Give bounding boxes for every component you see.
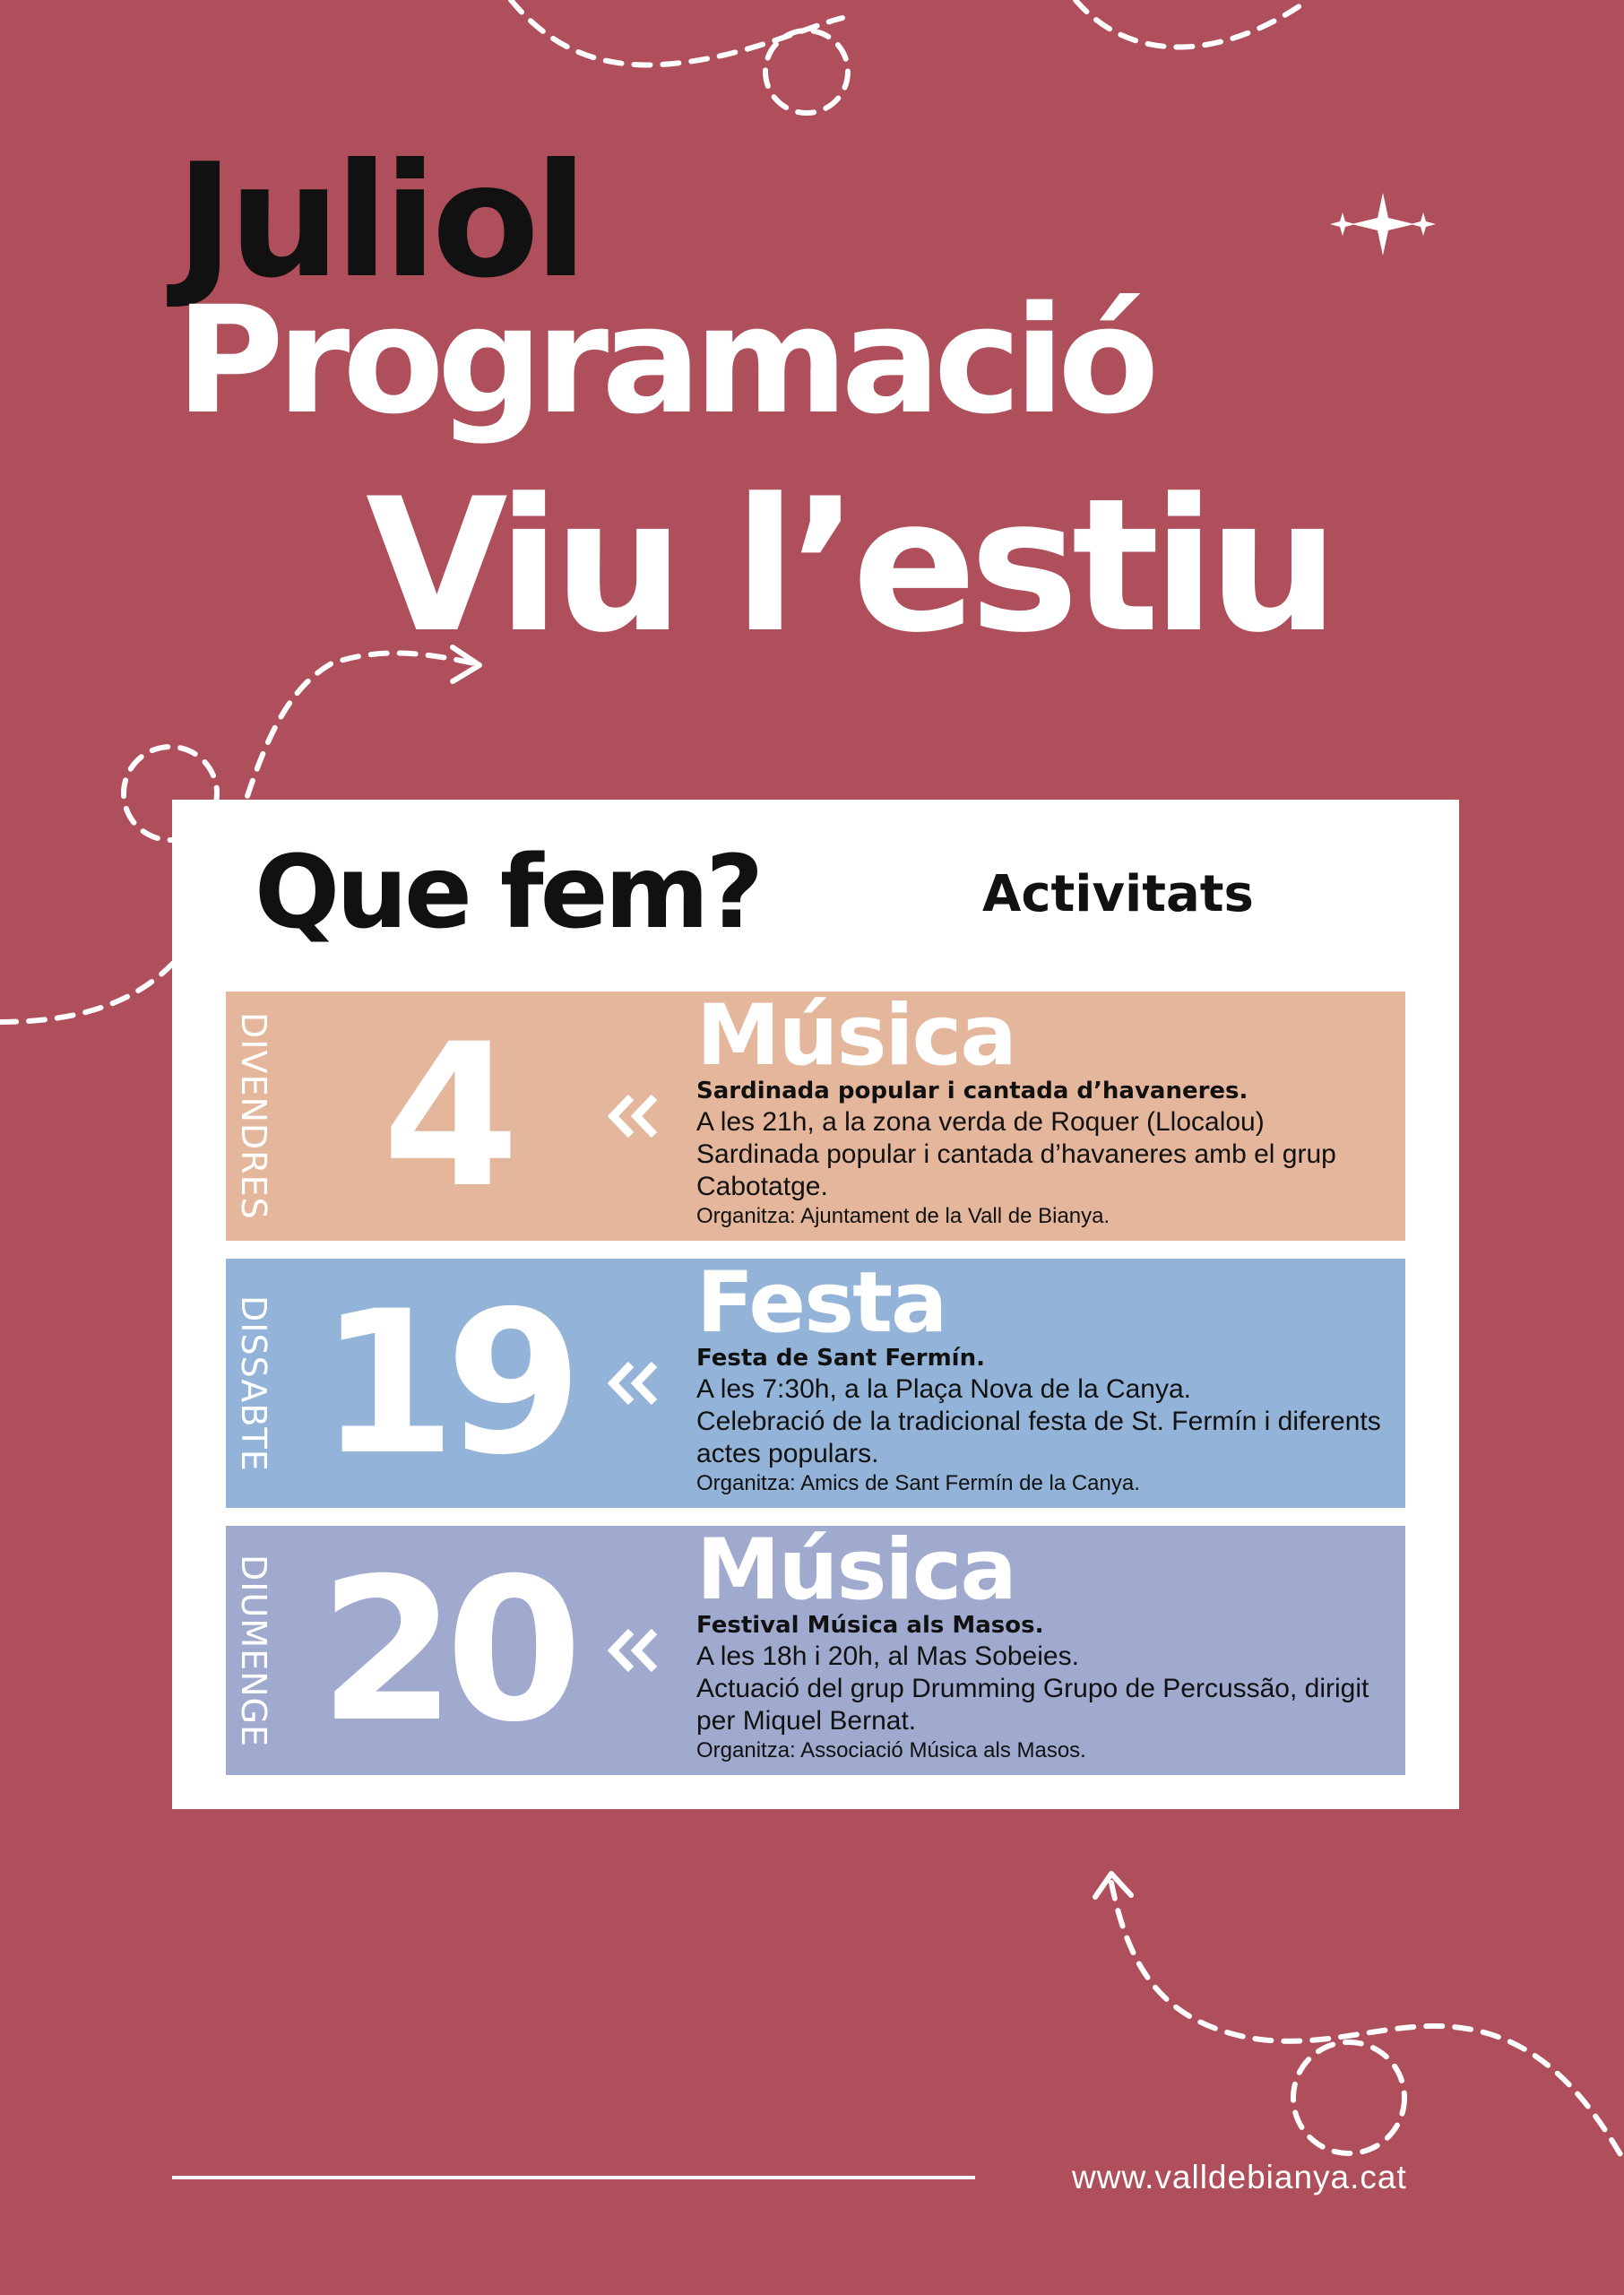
event-row	[226, 1254, 1405, 1508]
program-subtitle: Viu l’estiu	[366, 460, 1333, 673]
double-chevron-left-icon	[606, 1094, 660, 1139]
event-organizer: Organitza: Ajuntament de la Vall de Bianya.	[696, 1204, 1110, 1228]
event-time-place: A les 7:30h, a la Plaça Nova de la Canya.	[696, 1374, 1192, 1404]
sparkle-icon	[1325, 193, 1441, 255]
event-row	[226, 987, 1405, 1241]
event-day: 4	[382, 1001, 509, 1231]
event-organizer: Organitza: Associació Música als Masos.	[696, 1738, 1086, 1762]
event-day: 19	[318, 1269, 573, 1498]
event-weekday: DIVENDRES	[234, 1012, 273, 1220]
event-category: Música	[696, 987, 1015, 1085]
event-info	[696, 1521, 1395, 1764]
event-title: Sardinada popular i cantada d’havaneres.	[696, 1078, 1248, 1104]
footer-divider	[172, 2176, 975, 2179]
double-chevron-left-icon	[606, 1361, 660, 1406]
program-title: Programació	[176, 274, 1153, 446]
event-category: Música	[696, 1521, 1015, 1619]
event-row	[226, 1521, 1405, 1775]
event-weekday: DISSABTE	[234, 1295, 273, 1472]
event-description: Sardinada popular i cantada d’havaneres amb el grup Cabotatge.	[696, 1139, 1336, 1201]
event-description: Actuació del grup Drumming Grupo de Percussão, dirigit per Miquel Bernat.	[696, 1674, 1369, 1736]
event-title: Festa de Sant Fermín.	[696, 1345, 985, 1372]
event-time-place: A les 18h i 20h, al Mas Sobeies.	[696, 1641, 1079, 1671]
event-day: 20	[318, 1536, 573, 1765]
event-description: Celebració de la tradicional festa de St. Fermín i diferents actes populars.	[696, 1407, 1381, 1468]
event-organizer: Organitza: Amics de Sant Fermín de la Canya.	[696, 1471, 1140, 1495]
event-title: Festival Música als Masos.	[696, 1612, 1044, 1639]
event-time-place: A les 21h, a la zona verda de Roquer (Llocalou)	[696, 1107, 1265, 1137]
panel-subtitle: Activitats	[982, 865, 1254, 923]
event-weekday: DIUMENGE	[234, 1554, 273, 1747]
event-category: Festa	[696, 1254, 946, 1352]
event-info	[696, 987, 1395, 1230]
month-heading: Juliol	[176, 131, 583, 313]
activities-panel	[172, 800, 1459, 1809]
panel-title: Que fem?	[255, 835, 761, 951]
double-chevron-left-icon	[606, 1628, 660, 1673]
event-info	[696, 1254, 1395, 1497]
website-link[interactable]: www.valldebianya.cat	[1072, 2159, 1407, 2195]
